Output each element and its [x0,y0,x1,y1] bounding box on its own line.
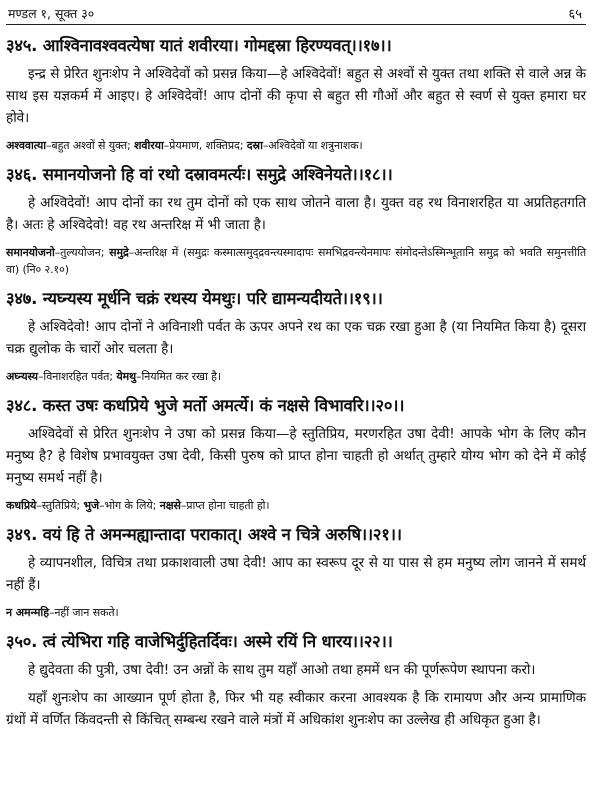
gloss-meaning: –प्रेयमाण, शक्तिप्रद; [163,139,247,152]
gloss-meaning: –अश्विदेवों या शत्रुनाशक। [262,139,363,152]
gloss-meaning: –नहीं जान सकते। [48,606,119,619]
gloss-term: अघ्न्यस्य [6,370,38,383]
gloss-meaning: –तुल्ययोजन; [54,246,110,259]
gloss-term: समानयोजनो [6,246,55,259]
gloss-meaning: –अन्तरिक्ष में (समुद्रः कस्मात्समुद्द्रवन्त्यस्मादापः समभिद्रवन्त्येनमापः संमोदन्तेऽस्मिन्भूतानि समुद्र को भवति समुनत्तीति वा) (नि० २.१०) [6,246,586,276]
gloss-meaning: –नियमित कर रखा है। [136,370,221,383]
glossary-347 [6,368,586,385]
translation-347: हे अश्विदेवो! आप दोनों ने अविनाशी पर्वत के ऊपर अपने रथ का एक चक्र रखा हुआ है (या नियमित किया है) दूसरा चक्र द्युलोक के चारों ओर चलता है। [6,319,586,357]
header-title: मण्डल १, सूक्त ३० [8,6,95,21]
glossary-348 [6,497,586,514]
gloss-term: शवीरया [134,139,164,152]
translation-350: हे द्युदेवता की पुत्री, उषा देवी! उन अन्नों के साथ तुम यहाँ आओ तथा हममें धन की पूर्णरूपेण स्थापना करो। [28,662,536,678]
gloss-term: न अमन्महि [6,606,49,619]
verse-349: ३४९. वयं हि ते अमन्मह्यान्तादा पराकात्। अश्वे न चित्रे अरुषि।।२१।। [6,525,402,544]
gloss-meaning: –स्तुतिप्रिये; [36,499,84,512]
gloss-meaning: –प्राप्त होना चाहती हो। [180,499,270,512]
gloss-term: नक्षसे [159,499,181,512]
translation-346: हे अश्विदेवों! आप दोनों का रथ तुम दोनों को एक साथ जोतने वाला है। युक्त वह रथ विनाशरहित या अप्रतिहतगति है। अतः हे अश्विदेवो! वह रथ अन्तरिक्ष में भी जाता है। [6,195,586,233]
gloss-meaning: –भोग के लिये; [99,499,160,512]
verse-346: ३४६. समानयोजनो हि वां रथो दस्रावमर्त्यः। समुद्रे अश्विनेयते।।१८।। [6,165,393,184]
glossary-346 [6,244,586,278]
gloss-term: कधप्रिये [6,499,37,512]
gloss-term: समुद्रे [109,246,129,259]
gloss-meaning: –बहुत अश्वों से युक्त; [45,139,134,152]
glossary-345 [6,137,586,154]
running-header [6,6,586,25]
gloss-term: अश्ववात्या [6,139,46,152]
gloss-meaning: –विनाशरहित पर्वत; [37,370,117,383]
gloss-term: भुजे [83,499,100,512]
gloss-term: येमथु [116,370,137,383]
glossary-349 [6,604,586,621]
translation-345: इन्द्र से प्रेरित शुनःशेप ने अश्विदेवों को प्रसन्न किया—हे अश्विदेवों! बहुत से अश्वों से युक्त तथा शक्ति से वाले अन्न के साथ इस यज्ञकर्म में आइए। हे अश्विदेवों! आप दोनों की कृपा से बहुत सी गौओं और बहुत से स्वर्ण से युक्त हमारा घर होवे। [6,66,586,126]
verse-347: ३४७. न्यघ्न्यस्य मूर्धनि चक्रं रथस्य येमथुः। परि द्यामन्यदीयते।।१९।। [6,289,383,308]
gloss-term: दस्रा [246,139,263,152]
verse-345: ३४५. आश्विनावश्ववत्येषा यातं शवीरया। गोमद्दस्रा हिरण्यवत्।।१७।। [6,36,392,55]
translation-349: हे व्यापनशील, विचित्र तथा प्रकाशवाली उषा देवी! आप का स्वरूप दूर से या पास से हम मनुष्य लोग जानने में समर्थ नहीं हैं। [6,555,586,593]
page-number: ६५ [568,7,582,22]
verse-348: ३४८. कस्त उषः कधप्रिये भुजे मर्तो अमर्त्ये। कं नक्षसे विभावरि।।२०।। [6,396,405,415]
closing-note: यहाँ शुनःशेप का आख्यान पूर्ण होता है, फिर भी यह स्वीकार करना आवश्यक है कि रामायण और अन्य प्रामाणिक ग्रंथों में वर्णित किंवदन्ती से किंचित् सम्बन्ध रखने वाले मंत्रों में अधिकांश शुनःशेप का उल्लेख ही अधिकृत हुआ है। [6,690,586,728]
verse-350: ३५०. त्वं त्येभिरा गहि वाजेभिर्दुहितर्दिवः। अस्मे रयिं नि धारय।।२२।। [6,632,393,651]
translation-348: अश्विदेवों से प्रेरित शुनःशेप ने उषा को प्रसन्न किया—हे स्तुतिप्रिय, मरणरहित उषा देवी! आपके भोग के लिए कौन मनुष्य है? हे विशेष प्रभावयुक्त उषा देवी, किसी पुरुष को प्राप्त होना चाहती हो अर्थात् तुम्हारे योग्य भोग को देने में कोई मनुष्य समर्थ नहीं है। [6,426,586,486]
